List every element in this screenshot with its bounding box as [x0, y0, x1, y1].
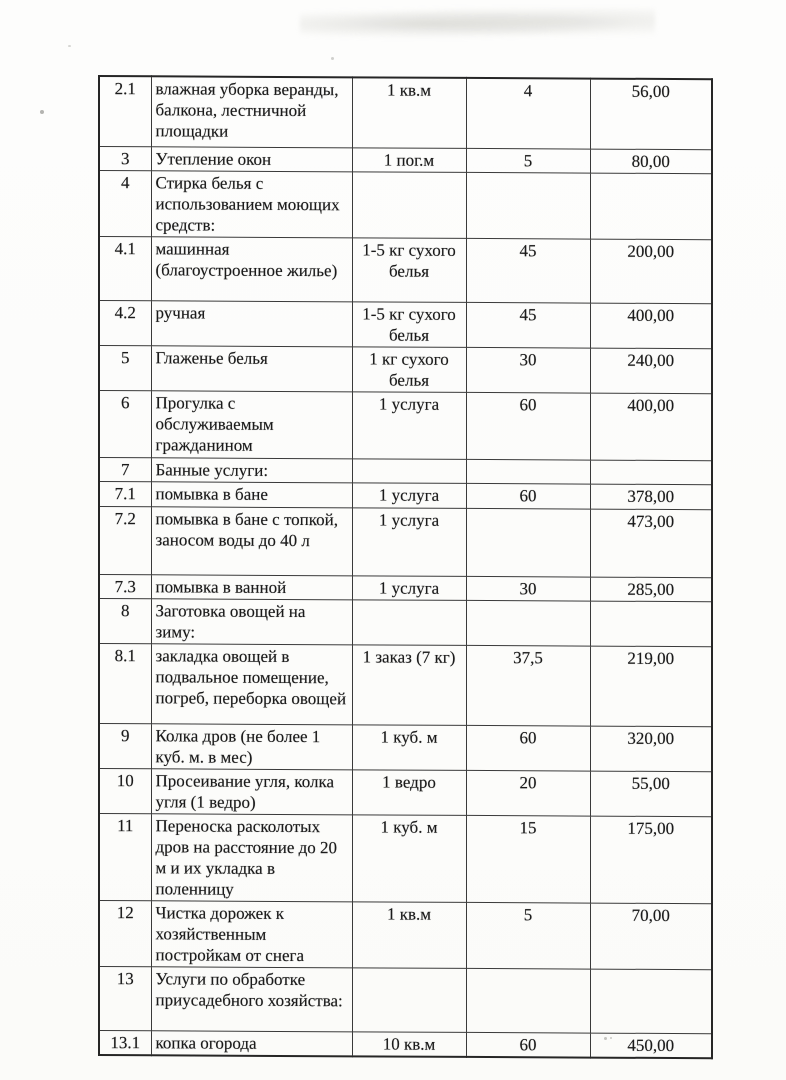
unit-cell: 1 пог.м: [352, 147, 466, 172]
table-row: [99, 900, 712, 969]
table-row: [99, 390, 712, 460]
scan-speck-artifact: [331, 57, 334, 60]
row-number: 13.1: [99, 1030, 151, 1055]
quantity-cell: 5: [466, 148, 590, 173]
quantity-cell: 45: [466, 238, 590, 303]
unit-cell: 1 услуга: [352, 482, 466, 508]
price-cell: 400,00: [590, 303, 712, 349]
quantity-cell: [466, 968, 590, 1033]
services-tariff-table: [98, 75, 713, 1059]
unit-cell: [352, 458, 466, 483]
unit-cell: 1 ведро: [352, 769, 466, 815]
service-name: Банные услуги:: [151, 457, 352, 482]
quantity-cell: 30: [466, 576, 590, 601]
price-cell: 70,00: [590, 903, 712, 970]
unit-cell: 1 заказ (7 кг): [352, 644, 466, 725]
unit-cell: 1 услуга: [352, 391, 466, 459]
quantity-cell: 60: [466, 392, 590, 460]
table-row: [99, 574, 712, 601]
price-cell: 240,00: [590, 348, 712, 394]
unit-cell: 1 услуга: [352, 575, 466, 600]
quantity-cell: 5: [466, 902, 590, 969]
row-number: 7.1: [99, 481, 151, 506]
unit-cell: 1 услуга: [352, 507, 466, 576]
table-row: [99, 1030, 712, 1058]
row-number: 8: [99, 598, 151, 643]
service-name: помывка в бане: [151, 481, 352, 507]
row-number: 12: [99, 900, 151, 966]
unit-cell: 1-5 кг сухого белья: [352, 301, 466, 347]
row-number: 9: [99, 723, 151, 768]
quantity-cell: 37,5: [466, 645, 590, 726]
table-row: [99, 236, 712, 303]
row-number: 11: [99, 813, 151, 900]
service-name: Услуги по обработке приусадебного хозяйства:: [151, 966, 352, 1031]
service-name: Переноска расколотых дров на расстояние до 20 м и их укладка в поленницу: [151, 813, 352, 901]
price-cell: 450,00: [590, 1033, 712, 1058]
service-name: помывка в бане с топкой, заносом воды до 40 л: [151, 506, 352, 575]
row-number: 8.1: [99, 643, 151, 723]
service-name: влажная уборка веранды, балкона, лестничной площадки: [151, 76, 352, 147]
unit-cell: [352, 599, 466, 645]
scan-speck-artifact: [40, 110, 44, 114]
unit-cell: [352, 967, 466, 1032]
unit-cell: 1 кг сухого белья: [352, 346, 466, 392]
row-number: 4.2: [99, 300, 151, 345]
service-name: машинная (благоустроенное жилье): [151, 236, 352, 301]
table-row: [99, 506, 712, 577]
row-number: 3: [99, 146, 151, 170]
table-row: [99, 643, 712, 726]
table-row: [99, 345, 712, 393]
service-name: Глаженье белья: [151, 345, 352, 391]
table-row: [99, 966, 712, 1033]
row-number: 7.3: [99, 574, 151, 598]
service-name: Колка дров (не более 1 куб. м. в мес): [151, 723, 352, 769]
row-number: 7: [99, 457, 151, 481]
quantity-cell: [466, 600, 590, 646]
service-name: Утепление окон: [151, 146, 352, 171]
price-cell: 285,00: [590, 577, 712, 602]
unit-cell: 1 куб. м: [352, 724, 466, 770]
table-row: [99, 723, 712, 771]
row-number: 2.1: [99, 76, 151, 146]
table-row: [99, 300, 712, 348]
quantity-cell: 15: [466, 815, 590, 903]
unit-cell: 1 кв.м: [352, 77, 466, 148]
quantity-cell: 60: [466, 1032, 590, 1057]
row-number: 4: [99, 170, 151, 236]
price-cell: 200,00: [590, 239, 712, 304]
table-row: [99, 813, 712, 903]
service-name: ручная: [151, 300, 352, 346]
services-tariff-table-wrapper: [98, 75, 713, 1059]
row-number: 4.1: [99, 236, 151, 300]
price-cell: 473,00: [590, 509, 712, 578]
quantity-cell: 4: [466, 78, 590, 149]
service-name: Чистка дорожек к хозяйственным постройкам от снега: [151, 900, 352, 967]
row-number: 13: [99, 966, 151, 1030]
table-row: [99, 170, 712, 239]
quantity-cell: [466, 172, 590, 239]
service-name: Прогулка с обслуживаемым гражданином: [151, 390, 352, 458]
quantity-cell: 60: [466, 725, 590, 771]
quantity-cell: [466, 459, 590, 484]
unit-cell: 10 кв.м: [352, 1031, 466, 1056]
price-cell: 175,00: [590, 816, 712, 904]
service-name: Стирка белья с использованием моющих средств:: [151, 170, 352, 237]
price-cell: [590, 601, 712, 647]
price-cell: 80,00: [590, 149, 712, 174]
service-name: помывка в ванной: [151, 574, 352, 599]
quantity-cell: [466, 508, 590, 577]
price-cell: [590, 173, 712, 240]
row-number: 6: [99, 390, 151, 457]
price-cell: 320,00: [590, 726, 712, 772]
unit-cell: 1-5 кг сухого белья: [352, 237, 466, 302]
service-name: копка огорода: [151, 1030, 352, 1056]
quantity-cell: 45: [466, 302, 590, 348]
price-cell: 56,00: [590, 79, 712, 150]
table-row: [99, 598, 712, 646]
price-cell: 219,00: [590, 646, 712, 727]
table-row: [99, 481, 712, 509]
row-number: 7.2: [99, 506, 151, 574]
price-cell: [590, 969, 712, 1034]
scan-smudge-artifact: [300, 8, 655, 40]
quantity-cell: 20: [466, 770, 590, 816]
price-cell: [590, 460, 712, 485]
unit-cell: 1 куб. м: [352, 814, 466, 902]
price-cell: 55,00: [590, 771, 712, 817]
price-cell: 378,00: [590, 484, 712, 510]
row-number: 5: [99, 345, 151, 390]
table-row: [99, 768, 712, 816]
scan-speck-artifact: [68, 45, 71, 47]
service-name: закладка овощей в подвальное помещение, погреб, переборка овощей: [151, 643, 352, 724]
service-name: Заготовка овощей на зиму:: [151, 598, 352, 644]
price-cell: 400,00: [590, 393, 712, 461]
table-row: [99, 457, 712, 484]
quantity-cell: 30: [466, 347, 590, 393]
quantity-cell: 60: [466, 483, 590, 509]
row-number: 10: [99, 768, 151, 813]
table-row: [99, 146, 712, 173]
unit-cell: 1 кв.м: [352, 901, 466, 968]
unit-cell: [352, 171, 466, 238]
table-row: [99, 76, 712, 149]
service-name: Просеивание угля, колка угля (1 ведро): [151, 768, 352, 814]
